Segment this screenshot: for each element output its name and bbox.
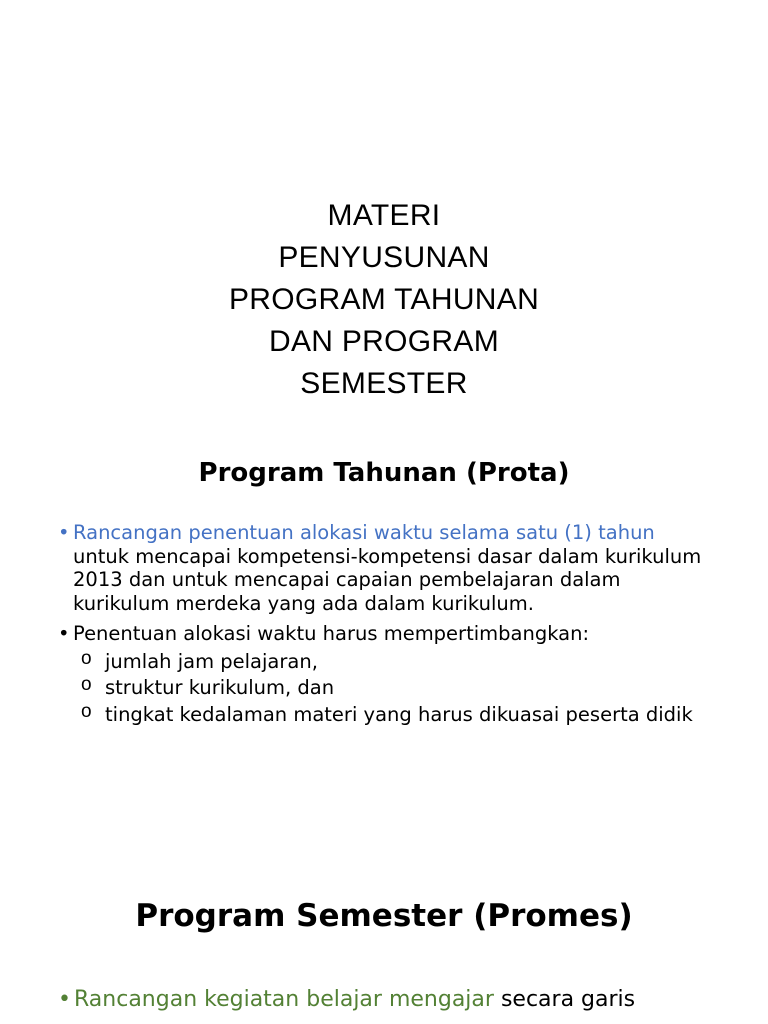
sub-item-text: jumlah jam pelajaran, [105, 649, 318, 673]
prota-bullet-definition [58, 521, 708, 615]
title-line: PENYUSUNAN [278, 241, 490, 274]
circle-bullet-icon: o [81, 700, 92, 722]
sub-item-text: struktur kurikulum, dan [105, 676, 335, 699]
prota-sub-list [73, 647, 708, 727]
prota-allocation-text: Penentuan alokasi waktu harus mempertimbangkan: [73, 622, 590, 645]
bullet-icon: • [58, 622, 70, 645]
prota-bullet-allocation [58, 622, 708, 726]
title-line: MATERI [327, 199, 441, 232]
sub-item-text: tingkat kedalaman materi yang harus dikuasai peserta didik [105, 702, 693, 726]
title-line: DAN PROGRAM [269, 325, 499, 358]
promes-bullet-list [58, 986, 708, 1014]
promes-heading: Program Semester (Promes) [135, 898, 633, 934]
circle-bullet-icon: o [81, 674, 92, 695]
title-line: PROGRAM TAHUNAN [228, 283, 540, 316]
promes-definition-highlight: Rancangan kegiatan belajar mengajar [74, 987, 494, 1012]
promes-bullet-definition [58, 986, 708, 1014]
circle-bullet-icon: o [81, 647, 92, 669]
prota-definition-highlight: Rancangan penentuan alokasi waktu selama satu (1) tahun [73, 521, 655, 544]
prota-definition-text: untuk mencapai kompetensi-kompetensi dasar dalam kurikulum 2013 dan untuk mencapai capaian pembelajaran dalam kurikulum merdeka yang ada dalam kurikulum. [73, 544, 702, 615]
bullet-icon: • [58, 521, 70, 544]
list-item [73, 647, 708, 674]
document-title [0, 195, 768, 405]
list-item [73, 676, 708, 700]
list-item [73, 700, 708, 727]
title-line: SEMESTER [300, 367, 468, 400]
bullet-icon: • [58, 987, 71, 1012]
promes-definition-text: secara garis [493, 987, 636, 1012]
prota-bullet-list [58, 521, 708, 729]
prota-heading: Program Tahunan (Prota) [198, 458, 570, 488]
